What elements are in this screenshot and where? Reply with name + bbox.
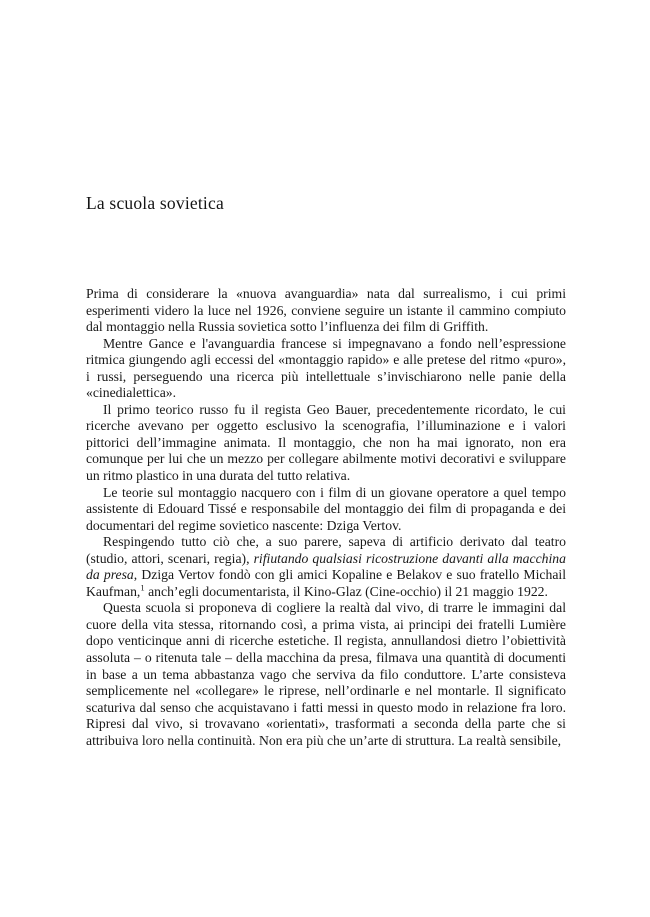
paragraph: Questa scuola si proponeva di cogliere la realtà dal vivo, di trarre le immagini dal cuore della vita stessa, ritornando così, a prima vista, ai principi dei fratelli Lumière dopo venticinque anni di ricerche estetiche. Il regista, annullandosi dietro l’obiettività assoluta – o ritenuta tale – della macchina da presa, filmava una quantità di documenti in base a un tema abbastanza vago che serviva da filo conduttore. L’arte consisteva semplicemente nel «collegare» le riprese, nell’ordinarle e nel montarle. Il significato scaturiva dal senso che acquistavano i fatti messi in questo modo in relazione fra loro. Ripresi dal vivo, si trovavano «orientati», trasformati a seconda della parte che si attribuiva loro nella continuità. Non era più che un’arte di struttura. La realtà sensibile,: [86, 600, 566, 748]
italic-phrase: rifiutando qualsiasi ricostruzione davanti alla macchina da presa: [86, 550, 566, 583]
paragraph: Le teorie sul montaggio nacquero con i film di un giovane operatore a quel tempo assistente di Edouard Tissé e responsabile del montaggio dei film di propaganda e dei documentari del regime sovietico nascente: Dziga Vertov.: [86, 484, 566, 533]
body-text-column: [86, 286, 566, 749]
paragraph: Prima di considerare la «nuova avanguardia» nata dal surrealismo, i cui primi esperimenti videro la luce nel 1926, conviene seguire un istante il cammino compiuto dal montaggio nella Russia sovietica sotto l’influenza dei film di Griffith.: [86, 286, 566, 335]
paragraph-with-italic: Respingendo tutto ciò che, a suo parere, sapeva di artificio derivato dal teatro (studio, attori, scenari, regia), rifiutando qualsiasi ricostruzione davanti alla macchina da presa, Dziga Vertov fondò con gli amici Kopaline e Belakov e suo fratello Michail Kaufman,$^1$ anch’egli documentarista, il Kino-Glaz (Cine-occhio) il 21 maggio 1922.: [86, 534, 566, 599]
footnote-marker[interactable]: 1: [140, 582, 145, 593]
paragraph: Il primo teorico russo fu il regista Geo Bauer, precedentemente ricordato, le cui ricerche avevano per oggetto esclusivo la scenografia, l’illuminazione e i valori pittorici dell’immagine animata. Il montaggio, che non ha mai ignorato, non era comunque per lui che un mezzo per collegare abilmente motivi decorativi e sviluppare un ritmo plastico in una durata del tutto relativa.: [86, 401, 566, 484]
paragraph: Mentre Gance e l'avanguardia francese si impegnavano a fondo nell’espressione ritmica giungendo agli eccessi del «montaggio rapido» e alle pretese del ritmo «puro», i russi, perseguendo una ricerca più intellettuale s’invischiarono nelle panie della «cinedialettica».: [86, 335, 566, 401]
page-title: La scuola sovietica: [86, 192, 224, 213]
